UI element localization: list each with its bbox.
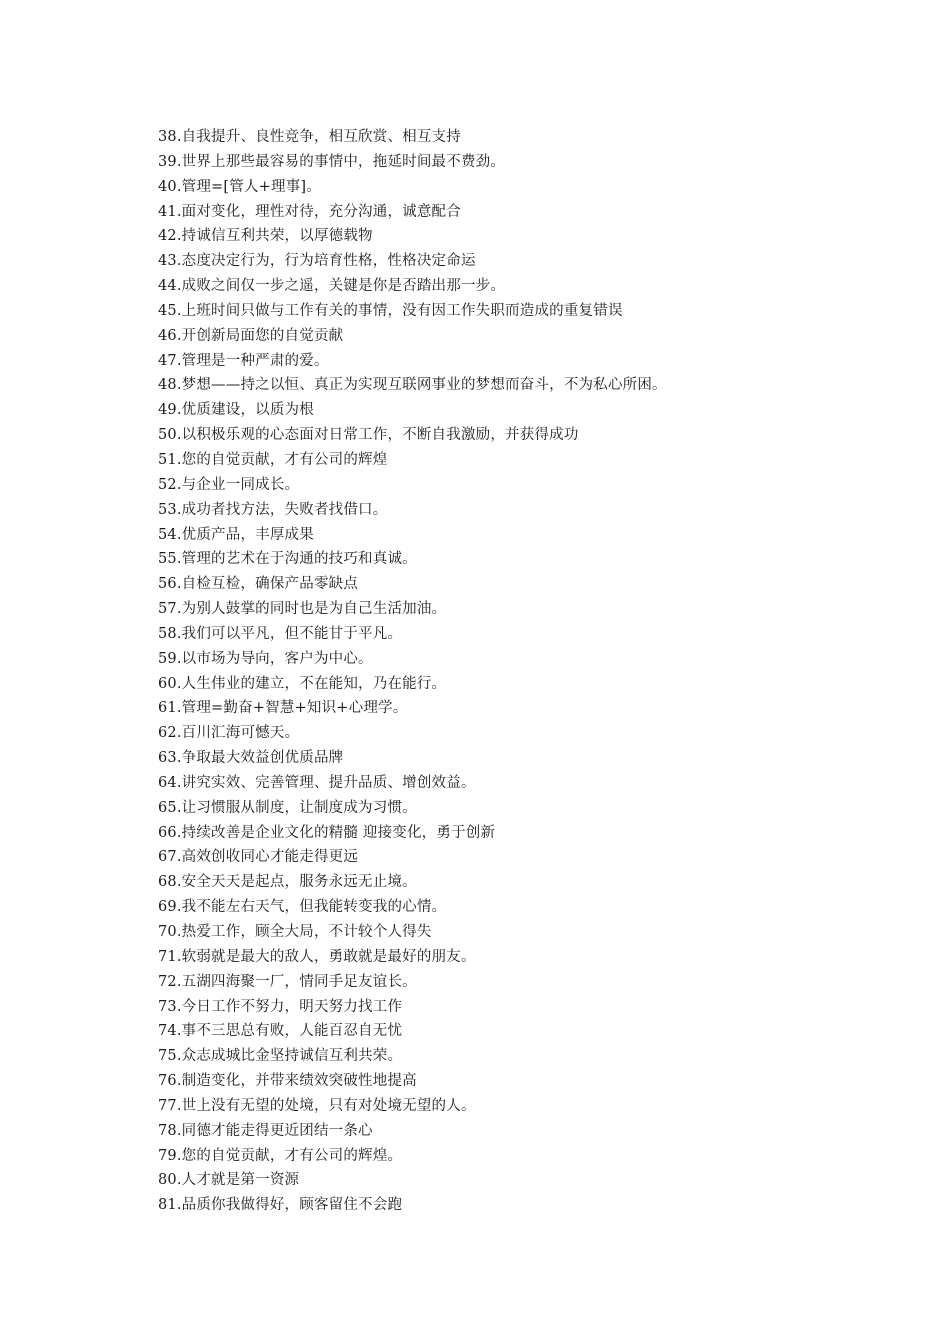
list-item: 39.世界上那些最容易的事情中，拖延时间最不费劲。	[158, 153, 506, 170]
list-item: 81.品质你我做得好，顾客留住不会跑	[158, 1197, 403, 1214]
list-item: 41.面对变化，理性对待，充分沟通，诚意配合	[158, 203, 461, 220]
list-item: 50.以积极乐观的心态面对日常工作，不断自我激励，并获得成功	[158, 427, 579, 444]
list-item: 64.讲究实效、完善管理、提升品质、增创效益。	[158, 774, 476, 791]
list-item: 48.梦想——持之以恒、真正为实现互联网事业的梦想而奋斗，不为私心所困。	[158, 377, 667, 394]
list-item: 80.人才就是第一资源	[158, 1172, 300, 1189]
list-item: 74.事不三思总有败，人能百忍自无忧	[158, 1023, 403, 1040]
list-item: 70.热爱工作，顾全大局，不计较个人得失	[158, 924, 432, 940]
list-item: 61.管理=勤奋+智慧+知识+心理学。	[158, 700, 408, 717]
list-item: 72.五湖四海聚一厂，情同手足友谊长。	[158, 973, 417, 990]
slogan-list	[158, 125, 667, 1218]
list-item: 67.高效创收同心才能走得更远	[158, 849, 359, 866]
list-item: 54.优质产品，丰厚成果	[158, 526, 314, 543]
list-item: 66.持续改善是企业文化的精髓 迎接变化，勇于创新	[158, 824, 496, 841]
list-item: 69.我不能左右天气，但我能转变我的心情。	[158, 899, 447, 916]
list-item: 46.开创新局面您的自觉贡献	[158, 327, 344, 344]
list-item: 75.众志成城比金坚持诚信互利共荣。	[158, 1048, 403, 1065]
list-item: 76.制造变化，并带来绩效突破性地提高	[158, 1073, 417, 1090]
list-item: 59.以市场为导向，客户为中心。	[158, 650, 373, 667]
list-item: 56.自检互检，确保产品零缺点	[158, 576, 359, 593]
list-item: 57.为别人鼓掌的同时也是为自己生活加油。	[158, 601, 447, 618]
list-item: 53.成功者找方法，失败者找借口。	[158, 501, 388, 518]
list-item: 44.成败之间仅一步之遥，关键是你是否踏出那一步。	[158, 278, 506, 295]
list-item: 52.与企业一同成长。	[158, 476, 300, 493]
list-item: 77.世上没有无望的处境，只有对处境无望的人。	[158, 1097, 476, 1114]
list-item: 51.您的自觉贡献，才有公司的辉煌	[158, 451, 388, 468]
list-item: 55.管理的艺术在于沟通的技巧和真诚。	[158, 551, 417, 568]
list-item: 40.管理=[管人+理事]。	[158, 178, 321, 195]
list-item: 58.我们可以平凡，但不能甘于平凡。	[158, 625, 403, 642]
list-item: 45.上班时间只做与工作有关的事情，没有因工作失职而造成的重复错误	[158, 302, 623, 319]
list-item: 38.自我提升、良性竞争，相互欣赏、相互支持	[158, 129, 461, 145]
list-item: 65.让习惯服从制度，让制度成为习惯。	[158, 799, 417, 816]
list-item: 47.管理是一种严肃的爱。	[158, 352, 329, 369]
list-item: 63.争取最大效益创优质品牌	[158, 750, 344, 767]
list-item: 71.软弱就是最大的敌人，勇敢就是最好的朋友。	[158, 948, 476, 965]
list-item: 42.持诚信互利共荣，以厚德载物	[158, 228, 373, 245]
list-item: 49.优质建设，以质为根	[158, 402, 314, 419]
list-item: 60.人生伟业的建立，不在能知，乃在能行。	[158, 675, 447, 692]
list-item: 79.您的自觉贡献，才有公司的辉煌。	[158, 1147, 403, 1164]
list-item: 62.百川汇海可憾天。	[158, 725, 300, 742]
list-item: 78.同德才能走得更近团结一条心	[158, 1122, 373, 1139]
list-item: 43.态度决定行为，行为培育性格，性格决定命运	[158, 253, 476, 270]
list-item: 73.今日工作不努力，明天努力找工作	[158, 998, 403, 1015]
list-item: 68.安全天天是起点，服务永远无止境。	[158, 874, 417, 891]
